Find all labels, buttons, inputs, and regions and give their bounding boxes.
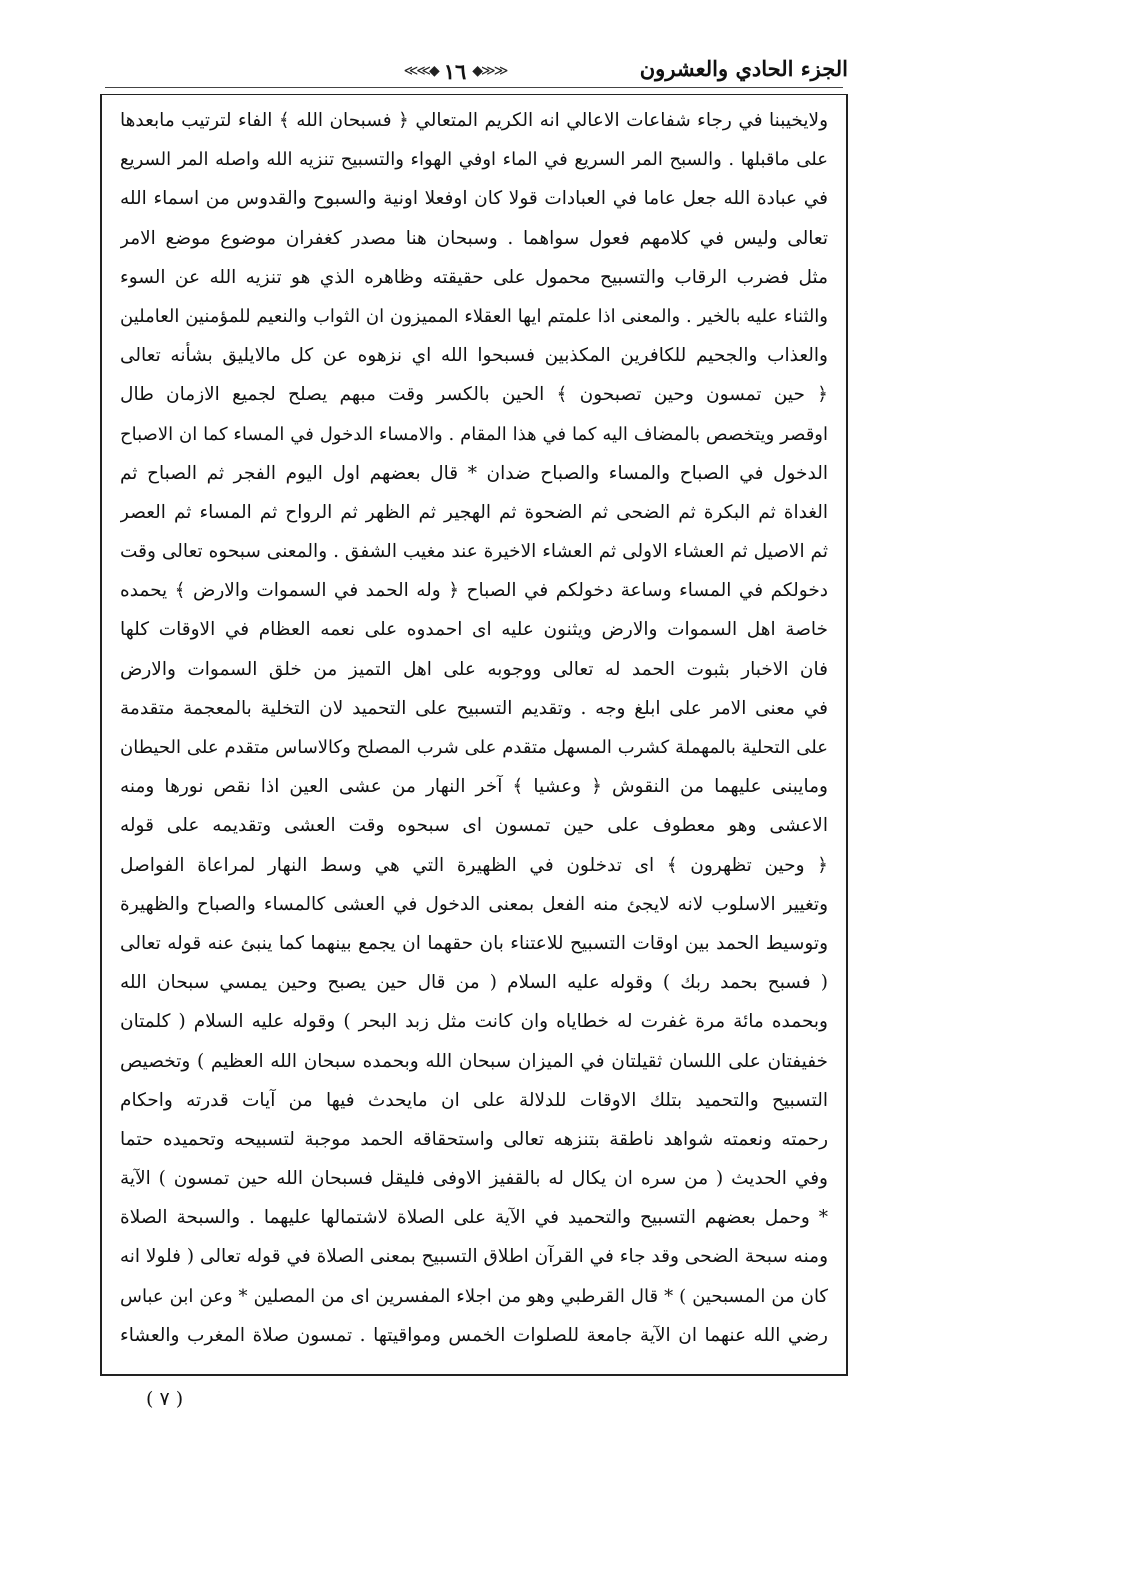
signature-mark: ( ٧ ) [146, 1388, 184, 1410]
text-line: وفي الحديث ( من سره ان يكال له بالقفيز الاوفى فليقل فسبحان الله حين تمسون ) الآية [120, 1168, 828, 1190]
page-number: ١٦ [443, 58, 467, 84]
text-line: الدخول في الصباح والمساء والصباح ضدان * قال بعضهم اول اليوم الفجر ثم الصباح ثم [120, 462, 828, 484]
text-line: ومايبنى عليهما من النقوش ﴿ وعشيا ﴾ آخر النهار من عشى العين اذا نقص نورها ومنه [120, 776, 828, 798]
text-line: ومنه سبحة الضحى وقد جاء في القرآن اطلاق التسبيح بمعنى الصلاة في قوله تعالى ( فلولا انه [120, 1246, 828, 1268]
text-line: تعالى وليس في كلامهم فعول سواهما . وسبحان هنا مصدر كغفران موضوع موضع الامر [120, 227, 828, 249]
text-line: الغداة ثم البكرة ثم الضحى ثم الضحوة ثم الهجير ثم الظهر ثم الرواح ثم المساء ثم العصر [120, 501, 828, 523]
text-line: وتوسيط الحمد بين اوقات التسبيح للاعتناء بان حقهما ان يجمع بينهما كما ينبئ عنه قوله تعالى [120, 932, 828, 954]
text-line: * وحمل بعضهم التسبيح والتحميد في الآية على الصلاة لاشتمالها عليهما . والسبحة الصلاة [120, 1207, 828, 1229]
text-body [120, 101, 828, 1355]
text-frame [100, 94, 848, 1376]
text-line: مثل فضرب الرقاب والتسبيح محمول على حقيقته وظاهره الذي هو تنزيه الله عن السوء [120, 266, 828, 288]
text-line: وتغيير الاسلوب لانه لايجئ منه الفعل بمعنى الدخول في العشى كالمساء والصباح والظهيرة [120, 893, 828, 915]
page-header [100, 52, 848, 92]
text-line: والثناء عليه بالخير . والمعنى اذا علمتم ايها العقلاء المميزون ان الثواب والنعيم للمؤمنين العاملين [120, 305, 828, 327]
text-line: كان من المسبحين ) * قال القرطبي وهو من اجلاء المفسرين اى من المصلين * وعن ابن عباس [120, 1285, 828, 1307]
ornament-left: ≪≪◆ [403, 63, 438, 79]
text-line: دخولكم في المساء وساعة دخولكم في الصباح ﴿ وله الحمد في السموات والارض ﴾ يحمده [120, 580, 828, 602]
text-line: خاصة اهل السموات والارض ويثنون عليه اى احمدوه على نعمه العظام في الاوقات كلها [120, 619, 828, 641]
text-line: على التحلية بالمهملة كشرب المسهل متقدم على شرب المصلح وكالاساس متقدم على الحيطان [120, 737, 828, 758]
text-line: ولايخيبنا في رجاء شفاعات الاعالي انه الكريم المتعالي ﴿ فسبحان الله ﴾ الفاء لترتيب مابعدها [120, 110, 828, 131]
text-line: وبحمده مائة مرة غفرت له خطاياه وان كانت مثل زبد البحر ) وقوله عليه السلام ( كلمتان [120, 1011, 828, 1033]
text-line: والعذاب والجحيم للكافرين المكذبين فسبحوا الله اي نزهوه عن كل مالايليق بشأنه تعالى [120, 345, 828, 367]
ornament-right: ◆≫≫ [472, 63, 507, 79]
text-line: على ماقبلها . والسبح المر السريع في الماء اوفي الهواء والتسبيح تنزيه الله واصله المر السريع [120, 149, 828, 171]
text-line: خفيفتان على اللسان ثقيلتان في الميزان سبحان الله وبحمده سبحان الله العظيم ) وتخصيص [120, 1050, 828, 1072]
page-number-ornament [400, 56, 510, 86]
text-line: التسبيح والتحميد بتلك الاوقات للدلالة على ان مايحدث فيها من آيات قدرته واحكام [120, 1089, 828, 1111]
text-line: فان الاخبار بثبوت الحمد له تعالى ووجوبه على اهل التميز من خلق السموات والارض [120, 658, 828, 680]
text-line: في عبادة الله جعل عاما في العبادات قولا كان اوفعلا اونية والسبوح والقدوس من اسماء الله [120, 188, 828, 210]
text-line: رضي الله عنهما ان الآية جامعة للصلوات الخمس ومواقيتها . تمسون صلاة المغرب والعشاء [120, 1324, 828, 1346]
text-line: ﴿ وحين تظهرون ﴾ اى تدخلون في الظهيرة التي هي وسط النهار لمراعاة الفواصل [120, 854, 828, 876]
text-line: اوقصر ويتخصص بالمضاف اليه كما في هذا المقام . والامساء الدخول في المساء كما ان الاصباح [120, 423, 828, 445]
text-line: ﴿ حين تمسون وحين تصبحون ﴾ الحين بالكسر وقت مبهم يصلح لجميع الازمان طال [120, 384, 828, 406]
text-line: الاعشى وهو معطوف على حين تمسون اى سبحوه وقت العشى وتقديمه على قوله [120, 815, 828, 837]
text-line: ( فسبح بحمد ربك ) وقوله عليه السلام ( من قال حين يصبح وحين يمسي سبحان الله [120, 972, 828, 994]
text-line: ثم الاصيل ثم العشاء الاولى ثم العشاء الاخيرة عند مغيب الشفق . والمعنى سبحوه تعالى وقت [120, 541, 828, 563]
text-line: رحمته ونعمته شواهد ناطقة بتنزهه تعالى واستحقاقه الحمد موجبة لتسبيحه وتحميده حتما [120, 1128, 828, 1150]
running-title: الجزء الحادي والعشرون [639, 56, 848, 81]
text-line: في معنى الامر على ابلغ وجه . وتقديم التسبيح على التحميد لان التخلية بالمعجمة متقدمة [120, 697, 828, 719]
